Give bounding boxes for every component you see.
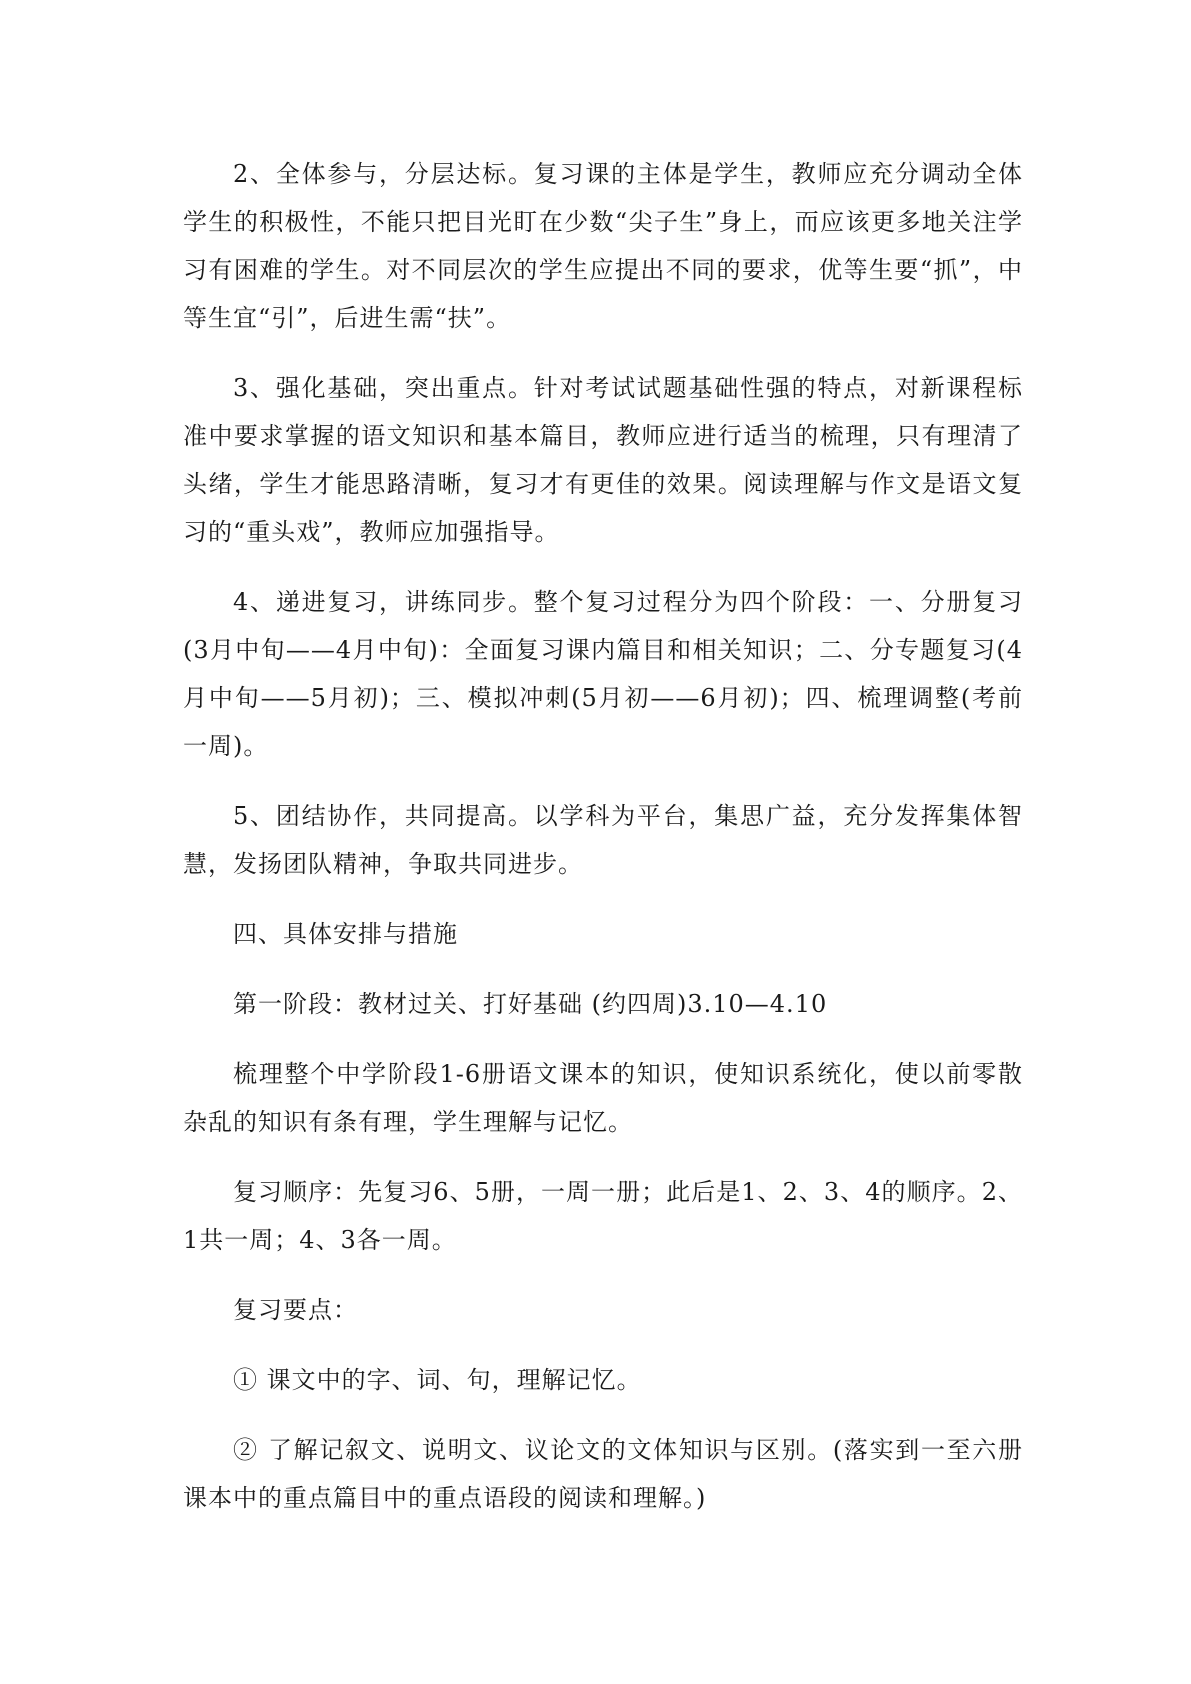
paragraph-point-3: 3、强化基础，突出重点。针对考试试题基础性强的特点，对新课程标准中要求掌握的语文知识和基本篇目，教师应进行适当的梳理，只有理清了头绪，学生才能思路清晰，复习才有更佳的效果。阅读理解与作文是语文复习的“重头戏”，教师应加强指导。 — [183, 374, 1023, 546]
review-points-label: 复习要点： — [233, 1296, 358, 1324]
paragraph-review-summary: 梳理整个中学阶段1-6册语文课本的知识，使知识系统化，使以前零散杂乱的知识有条有理，学生理解与记忆。 — [183, 1060, 1023, 1136]
stage-one-heading: 第一阶段：教材过关、打好基础 (约四周)3.10—4.10 — [233, 990, 828, 1018]
paragraph-point-4: 4、递进复习，讲练同步。整个复习过程分为四个阶段：一、分册复习(3月中旬——4月中旬)：全面复习课内篇目和相关知识；二、分专题复习(4月中旬——5月初)；三、模拟冲刺(5月初——6月初)；四、梳理调整(考前一周)。 — [183, 588, 1023, 760]
review-point-2: ② 了解记叙文、说明文、议论文的文体知识与区别。(落实到一至六册课本中的重点篇目中的重点语段的阅读和理解。) — [183, 1436, 1023, 1512]
document-body — [183, 150, 1023, 1544]
paragraph-point-5: 5、团结协作，共同提高。以学科为平台，集思广益，充分发挥集体智慧，发扬团队精神，争取共同进步。 — [183, 802, 1023, 878]
review-point-1: ① 课文中的字、词、句，理解记忆。 — [233, 1366, 642, 1394]
section-heading: 四、具体安排与措施 — [233, 920, 458, 948]
paragraph-review-order: 复习顺序：先复习6、5册，一周一册；此后是1、2、3、4的顺序。2、1共一周；4、3各一周。 — [183, 1178, 1023, 1254]
paragraph-point-2: 2、全体参与，分层达标。复习课的主体是学生，教师应充分调动全体学生的积极性，不能只把目光盯在少数“尖子生”身上，而应该更多地关注学习有困难的学生。对不同层次的学生应提出不同的要求，优等生要“抓”，中等生宜“引”，后进生需“扶”。 — [183, 160, 1023, 332]
